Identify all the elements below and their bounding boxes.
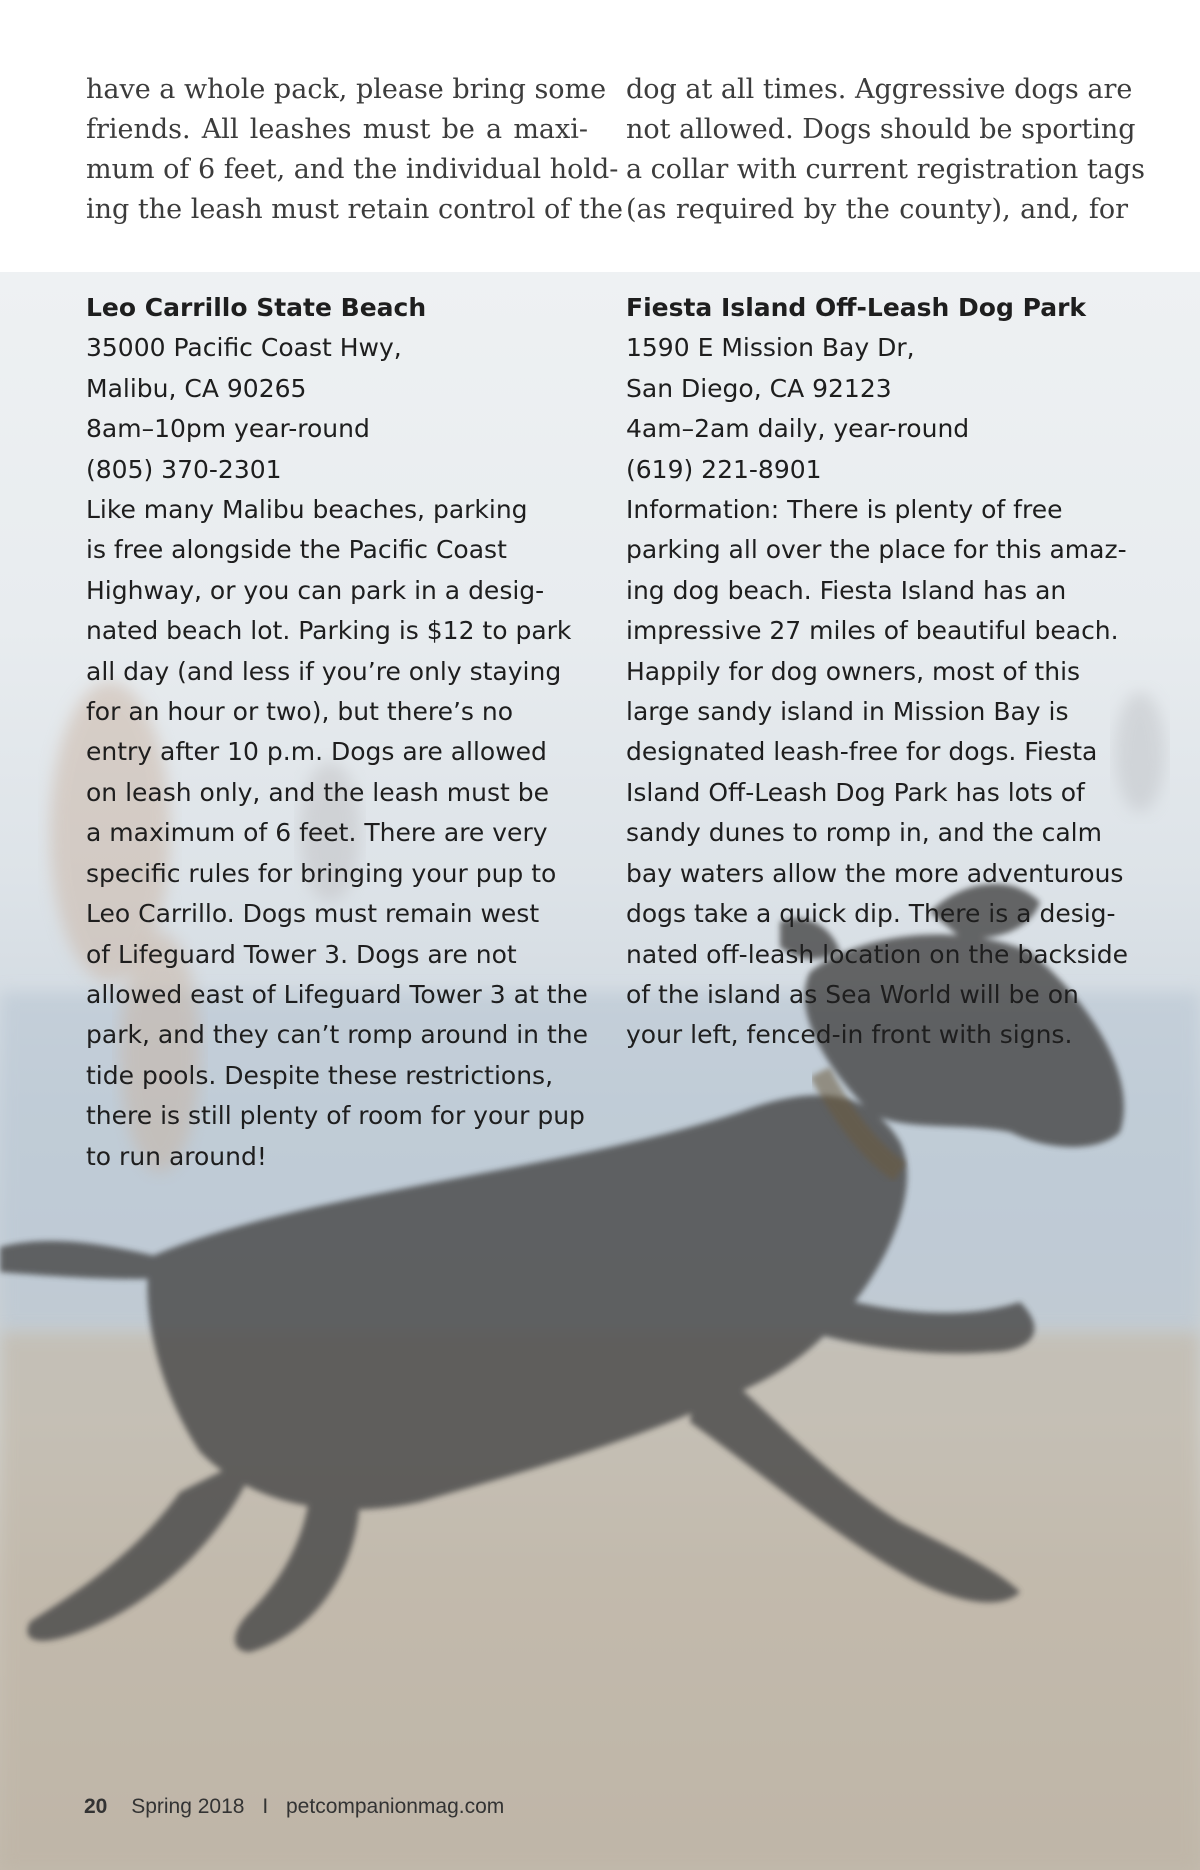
listing-description-line: for an hour or two), but there’s no bbox=[86, 697, 514, 727]
listing-description-line: specific rules for bringing your pup to bbox=[86, 858, 557, 888]
intro-line: a collar with current registration tags bbox=[626, 154, 1145, 185]
listing-description-line: nated beach lot. Parking is $12 to park bbox=[86, 616, 572, 646]
intro-column-right bbox=[626, 70, 1145, 230]
listing-description-line: park, and they can’t romp around in the bbox=[86, 1020, 589, 1050]
listing-hours: 8am–10pm year-round bbox=[86, 414, 370, 444]
listing-description-line: entry after 10 p.m. Dogs are allowed bbox=[86, 737, 547, 767]
intro-column-left bbox=[86, 70, 623, 230]
intro-line: dog at all times. Aggressive dogs are bbox=[626, 74, 1133, 105]
intro-line: mum of 6 feet, and the individual hold- bbox=[86, 154, 619, 185]
listing-description-line: Highway, or you can park in a desig- bbox=[86, 575, 545, 605]
listing-address-line2: San Diego, CA 92123 bbox=[626, 373, 892, 403]
listing-description-line: bay waters allow the more adventurous bbox=[626, 858, 1124, 888]
intro-line: (as required by the county), and, for bbox=[626, 194, 1128, 225]
listing-description-line: of the island as Sea World will be on bbox=[626, 979, 1079, 1009]
listing-description-line: large sandy island in Mission Bay is bbox=[626, 697, 1069, 727]
listing-description-line: ing dog beach. Fiesta Island has an bbox=[626, 575, 1067, 605]
listing-phone: (619) 221-8901 bbox=[626, 454, 822, 484]
intro-line: have a whole pack, please bring some bbox=[86, 74, 607, 105]
listing-description-line: all day (and less if you’re only staying bbox=[86, 656, 562, 686]
listing-leo-carrillo bbox=[86, 288, 606, 1177]
listing-description-line: Island Off-Leash Dog Park has lots of bbox=[626, 777, 1085, 807]
listing-address-line1: 1590 E Mission Bay Dr, bbox=[626, 333, 915, 363]
listing-fiesta-island bbox=[626, 288, 1146, 1056]
listing-description-line: Happily for dog owners, most of this bbox=[626, 656, 1081, 686]
page-number: 20 bbox=[84, 1795, 108, 1818]
listing-description-line: Leo Carrillo. Dogs must remain west bbox=[86, 899, 540, 929]
listing-description-line: parking all over the place for this amaz- bbox=[626, 535, 1127, 565]
page-footer bbox=[84, 1795, 504, 1819]
listing-description-line: your left, fenced-in front with signs. bbox=[626, 1020, 1073, 1050]
listing-description-line: to run around! bbox=[86, 1141, 267, 1171]
listing-description-line: nated off-leash location on the backside bbox=[626, 939, 1129, 969]
listing-description-line: impressive 27 miles of beautiful beach. bbox=[626, 616, 1119, 646]
listing-description-line: a maximum of 6 feet. There are very bbox=[86, 818, 548, 848]
listing-description-line: of Lifeguard Tower 3. Dogs are not bbox=[86, 939, 517, 969]
footer-separator: I bbox=[262, 1795, 269, 1818]
listing-description-line: Like many Malibu beaches, parking bbox=[86, 495, 528, 525]
article-intro-section bbox=[0, 0, 1200, 272]
intro-line: ing the leash must retain control of the bbox=[86, 194, 623, 225]
listing-name: Fiesta Island Off-Leash Dog Park bbox=[626, 293, 1087, 322]
listing-description-line: on leash only, and the leash must be bbox=[86, 777, 549, 807]
listing-description-line: sandy dunes to romp in, and the calm bbox=[626, 818, 1102, 848]
listing-description-line: Information: There is plenty of free bbox=[626, 495, 1063, 525]
listing-description-line: allowed east of Lifeguard Tower 3 at the bbox=[86, 979, 588, 1009]
listing-address-line2: Malibu, CA 90265 bbox=[86, 373, 307, 403]
listing-hours: 4am–2am daily, year-round bbox=[626, 414, 970, 444]
listing-description-line: tide pools. Despite these restrictions, bbox=[86, 1060, 554, 1090]
listing-description-line: designated leash-free for dogs. Fiesta bbox=[626, 737, 1098, 767]
listing-address-line1: 35000 Pacific Coast Hwy, bbox=[86, 333, 402, 363]
listing-name: Leo Carrillo State Beach bbox=[86, 293, 427, 322]
issue-label: Spring 2018 bbox=[131, 1795, 245, 1818]
listing-description-line: there is still plenty of room for your pup bbox=[86, 1101, 585, 1131]
intro-line: friends. All leashes must be a maxi- bbox=[86, 114, 588, 145]
website-link[interactable]: petcompanionmag.com bbox=[286, 1795, 505, 1818]
listing-description-line: dogs take a quick dip. There is a desig- bbox=[626, 899, 1116, 929]
listing-phone: (805) 370-2301 bbox=[86, 454, 282, 484]
intro-line: not allowed. Dogs should be sporting bbox=[626, 114, 1136, 145]
listing-description-line: is free alongside the Pacific Coast bbox=[86, 535, 507, 565]
